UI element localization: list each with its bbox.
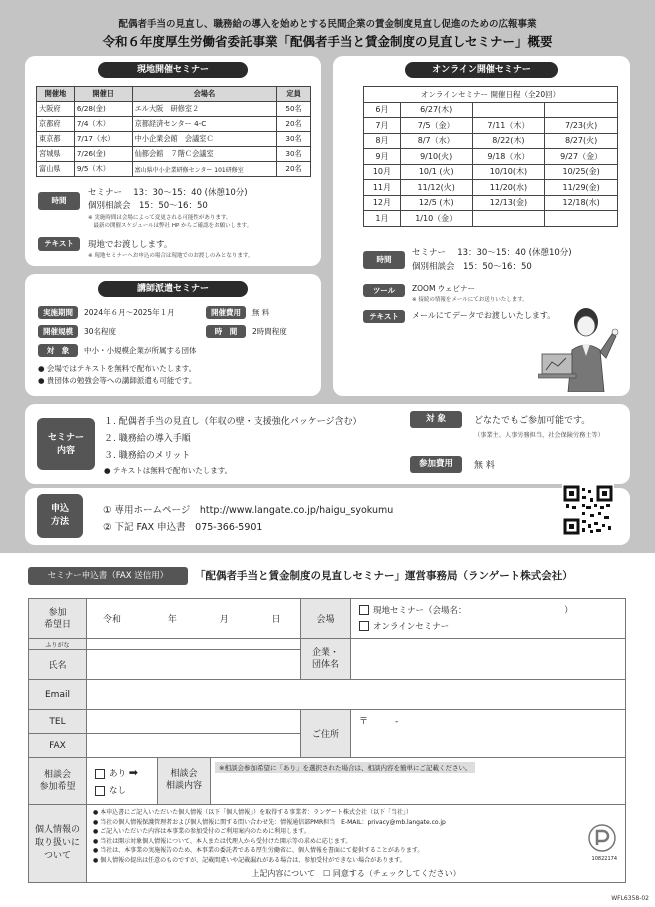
date-cell: 10/1 (火) <box>400 164 472 180</box>
company-label-line1: 企業・ <box>311 648 339 658</box>
apply-panel <box>25 488 630 545</box>
date-cell: 8/7（水） <box>400 133 472 149</box>
month-cell: 1月 <box>364 211 401 227</box>
onsite-table <box>36 86 311 177</box>
date-cell: 12/13(金) <box>472 195 545 211</box>
tel-label: TEL <box>29 710 87 734</box>
apply-web[interactable]: ① 専用ホームページ http://www.langate.co.jp/haigu_syokumu <box>103 505 394 516</box>
cost-label: 開催費用 <box>206 306 246 319</box>
date-cell: 9/18（水） <box>472 149 545 165</box>
content-item1: １. 配偶者手当の見直し（年収の壁・支援強化パッケージ含む） <box>104 417 362 427</box>
fee-label: 参加費用 <box>410 456 462 473</box>
scale-label: 開催規模 <box>38 325 78 338</box>
col-header: 会場名 <box>132 87 277 102</box>
date-field[interactable] <box>87 599 301 639</box>
cell: 東京都 <box>37 132 75 147</box>
dispatch-note1: ● 会場ではテキストを無料で配布いたします。 <box>38 364 197 373</box>
privacy-line: ● 本申込書にご記入いただいた個人情報（以下「個人情報」）を取得する事業者：ランゲート株式会社（以下「当社」） <box>93 809 413 816</box>
date-cell <box>545 211 618 227</box>
date-cell: 10/25(金) <box>545 164 618 180</box>
consult-no-option[interactable] <box>95 783 157 800</box>
consult-label-line2: 参加希望 <box>39 782 76 792</box>
consult-yes-option[interactable] <box>95 764 157 783</box>
email-label: Email <box>29 680 87 710</box>
privacy-label-line3: ついて <box>43 850 71 861</box>
consult-label <box>29 758 87 805</box>
privacy-content <box>87 805 626 883</box>
date-cell: 12/18(水) <box>545 195 618 211</box>
onsite-text-note: ※ 現地セミナーへお申込の場合は現地でのお渡しのみとなります。 <box>88 253 254 259</box>
tool-note: ※ 接続の情報をメールにてお送りいたします。 <box>412 297 528 303</box>
cell: 宮城県 <box>37 147 75 162</box>
date-cell: 7/11（木） <box>472 118 545 134</box>
date-label-line1: 参加 <box>48 607 67 618</box>
scale-value: 30名程度 <box>84 327 117 336</box>
address-field[interactable] <box>351 710 626 758</box>
onsite-text-label: テキスト <box>38 237 80 251</box>
apply-label <box>37 494 83 538</box>
period-value: 2024年６月〜2025年１月 <box>84 308 175 317</box>
venue-option-onsite[interactable] <box>359 603 625 619</box>
venue-field <box>351 599 626 639</box>
cell: 富山県 <box>37 162 75 177</box>
month-cell: 10月 <box>364 164 401 180</box>
hours-label: 時 間 <box>206 325 246 338</box>
company-field[interactable] <box>351 639 626 680</box>
month-cell: 8月 <box>364 133 401 149</box>
furigana-field[interactable] <box>87 639 301 650</box>
content-label <box>37 418 95 470</box>
privacy-mark-number: 10822174 <box>591 856 617 862</box>
col-header: 開催日 <box>74 87 132 102</box>
furigana-label: ふりがな <box>29 639 87 650</box>
content-item2: ２. 職務給の導入手順 <box>104 434 191 444</box>
onsite-time-label: 時間 <box>38 192 80 210</box>
fee-value: 無 料 <box>474 461 495 471</box>
cell: 50名 <box>277 102 311 117</box>
date-cell: 12/5 (木) <box>400 195 472 211</box>
consult-field <box>87 758 626 805</box>
content-note: ● テキストは無料で配布いたします。 <box>104 466 233 475</box>
consult-content-line1: 相談会 <box>170 769 198 779</box>
venue-label: 会場 <box>301 599 351 639</box>
cell: 京都経済センター 4-C <box>132 117 277 132</box>
privacy-line: ● ご記入いただいた内容は本事業の参加受付のご利用案内のために利用します。 <box>93 828 310 835</box>
cell: 6/28(金) <box>74 102 132 117</box>
name-field[interactable] <box>87 650 301 680</box>
privacy-label-line1: 個人情報の <box>34 824 80 835</box>
cell: 7/4（木） <box>74 117 132 132</box>
online-text-value: メールにてデータでお渡しいたします。 <box>412 311 556 320</box>
fax-label: FAX <box>29 734 87 758</box>
target-label: 対 象 <box>38 344 78 357</box>
date-label <box>29 599 87 639</box>
header-subtitle: 配偶者手当の見直し、職務給の導入を始めとする民間企業の賃金制度見直し促進のための広報事業 <box>118 19 537 30</box>
cell: 仙都会館 ７階Ｃ会議室 <box>132 147 277 162</box>
dispatch-note2: ● 貴団体の勉強会等への講師派遣も可能です。 <box>38 376 197 385</box>
privacy-line: ● 当社の個人情報保護管理者および個人情報に関する問い合わせ先：情報通信部PMR担当 E-MAIL：privacy@mb.langate.co.jp <box>93 818 446 826</box>
date-month: 月 <box>219 615 229 625</box>
venue-opt1-label: 現地セミナー（会場名： ） <box>373 605 573 616</box>
date-cell <box>545 102 618 118</box>
content-label-line1: セミナー <box>47 433 84 443</box>
cell: 20名 <box>277 162 311 177</box>
company-label-line2: 団体名 <box>311 660 339 670</box>
postal-mark: 〒 - <box>359 717 399 727</box>
date-cell: 7/23(火) <box>545 118 618 134</box>
privacy-label-line2: 取り扱いに <box>34 837 80 848</box>
apply-label-line2: 方法 <box>50 517 69 527</box>
form-office: 「配偶者手当と賃金制度の見直しセミナー」運営事務局（ランゲート株式会社） <box>195 570 573 582</box>
audience-value: どなたでもご参加可能です。 <box>474 416 591 426</box>
email-field[interactable] <box>87 680 626 710</box>
audience-label: 対 象 <box>410 411 462 428</box>
arrow-right-icon: ➡ <box>128 766 138 779</box>
col-header: 開催地 <box>37 87 75 102</box>
consult-content-field[interactable] <box>211 758 625 804</box>
date-cell: 9/10(火) <box>400 149 472 165</box>
hours-value: 2時間程度 <box>252 327 287 336</box>
cell: 富山県中小企業研修センター 101研修室 <box>132 162 277 177</box>
venue-option-online[interactable] <box>359 619 625 635</box>
date-era: 令和 <box>103 615 122 625</box>
cell: 20名 <box>277 117 311 132</box>
date-cell: 8/22(木) <box>472 133 545 149</box>
online-title: オンライン開催セミナー <box>405 62 558 78</box>
online-table-title: オンラインセミナー 開催日程（全20回） <box>364 87 618 103</box>
cell: エル大阪 研修室２ <box>132 102 277 117</box>
cell: 9/5（木） <box>74 162 132 177</box>
content-label-line2: 内容 <box>56 446 75 456</box>
cost-value: 無 料 <box>252 308 270 317</box>
date-cell: 11/12(火) <box>400 180 472 196</box>
date-cell: 1/10（金） <box>400 211 472 227</box>
date-label-line2: 希望日 <box>43 619 71 630</box>
cell: 30名 <box>277 132 311 147</box>
address-label: ご住所 <box>301 710 351 758</box>
consult-content-line2: 相談内容 <box>165 781 202 791</box>
date-cell <box>472 211 545 227</box>
consult-yes-label: あり <box>109 769 127 779</box>
privacy-label <box>29 805 87 883</box>
month-cell: 6月 <box>364 102 401 118</box>
form-code: WFL6358-02 <box>611 895 649 902</box>
online-text-label: テキスト <box>363 310 405 323</box>
agree-checkbox[interactable]: 上記内容について ☐ 同意する（チェックしてください） <box>251 869 461 878</box>
header-title: 令和６年度厚生労働省委託事業「配偶者手当と賃金制度の見直しセミナー」概要 <box>102 34 553 49</box>
audience-note: （事業主、人事労務担当、社会保険労務士等） <box>474 432 604 439</box>
consult-options <box>87 758 157 804</box>
checkbox-icon[interactable] <box>95 769 105 779</box>
consult-label-line1: 相談会 <box>43 770 71 780</box>
month-cell: 12月 <box>364 195 401 211</box>
privacy-line: ● 当社は開示対象個人情報について、本人または代理人から受付けた開示等の求めに応じます。 <box>93 837 352 845</box>
online-time-line1: セミナー 13：30〜15：40 (休憩10分) <box>412 248 572 258</box>
dispatch-title: 講師派遣セミナー <box>98 281 248 297</box>
tool-label: ツール <box>363 284 405 297</box>
privacy-line: ● 個人情報の提出は任意のものですが、記載間違いや記載漏れがある場合は、参加受付ができない場合があります。 <box>93 856 406 864</box>
form-badge: セミナー申込書（FAX 送信用） <box>28 567 188 585</box>
date-cell: 9/27（金） <box>545 149 618 165</box>
company-label <box>301 639 351 680</box>
presenter-illustration <box>538 300 624 392</box>
checkbox-icon[interactable] <box>359 605 369 615</box>
privacy-mark-icon <box>587 823 617 853</box>
apply-fax: ② 下記 FAX 申込書 075-366-5901 <box>103 522 263 533</box>
col-header: 定員 <box>277 87 311 102</box>
onsite-time-line1: セミナー 13：30〜15：40 (休憩10分) <box>88 188 248 198</box>
target-value: 中小・小規模企業が所属する団体 <box>84 346 197 355</box>
content-item3: ３. 職務給のメリット <box>104 451 191 461</box>
date-day: 日 <box>271 615 281 625</box>
date-cell: 11/20(水) <box>472 180 545 196</box>
period-label: 実施期間 <box>38 306 78 319</box>
online-time-line2: 個別相談会 15：50〜16：50 <box>412 262 532 272</box>
cell: 京都府 <box>37 117 75 132</box>
checkbox-icon[interactable] <box>359 621 369 631</box>
cell: 7/17（水） <box>74 132 132 147</box>
tel-field[interactable] <box>87 710 301 734</box>
onsite-time-note2: 最新の開催スケジュールは弊社 HP からご確認をお願いします。 <box>88 223 253 229</box>
onsite-text-main: 現地でお渡しします。 <box>88 240 173 250</box>
tool-value: ZOOM ウェビナー <box>412 284 475 293</box>
date-cell: 6/27(木) <box>400 102 472 118</box>
checkbox-icon[interactable] <box>95 786 105 796</box>
consult-content-label <box>157 758 211 804</box>
cell: 中小企業会館 会議室Ｃ <box>132 132 277 147</box>
onsite-title: 現地開催セミナー <box>98 62 248 78</box>
online-time-label: 時間 <box>363 251 405 269</box>
cell: 30名 <box>277 147 311 162</box>
qr-code-icon[interactable] <box>562 484 614 536</box>
consult-note: ※相談会参加希望に「あり」を選択された場合は、相談内容を簡単にご記載ください。 <box>215 762 475 773</box>
onsite-time-line2: 個別相談会 15：50〜16：50 <box>88 201 208 211</box>
date-cell: 8/27(火) <box>545 133 618 149</box>
date-cell: 11/29(金) <box>545 180 618 196</box>
month-cell: 9月 <box>364 149 401 165</box>
cell: 大阪府 <box>37 102 75 117</box>
consult-no-label: なし <box>109 786 127 796</box>
date-cell: 7/5（金） <box>400 118 472 134</box>
application-form <box>28 598 626 883</box>
date-cell <box>472 102 545 118</box>
cell: 7/26(金) <box>74 147 132 162</box>
month-cell: 7月 <box>364 118 401 134</box>
online-schedule-table <box>363 86 618 227</box>
month-cell: 11月 <box>364 180 401 196</box>
date-cell: 10/10(木) <box>472 164 545 180</box>
fax-field[interactable] <box>87 734 301 758</box>
name-label: 氏名 <box>29 650 87 680</box>
date-year: 年 <box>167 615 177 625</box>
privacy-line: ● 当社は、本事業の実施報告のため、本事業の委託者である厚生労働省に、個人情報を書面にて提供することがあります。 <box>93 847 424 854</box>
apply-label-line1: 申込 <box>50 504 69 514</box>
onsite-time-note1: ※ 実施時間は会場によって変更される可能性があります。 <box>88 215 232 221</box>
venue-opt2-label: オンラインセミナー <box>373 621 450 632</box>
